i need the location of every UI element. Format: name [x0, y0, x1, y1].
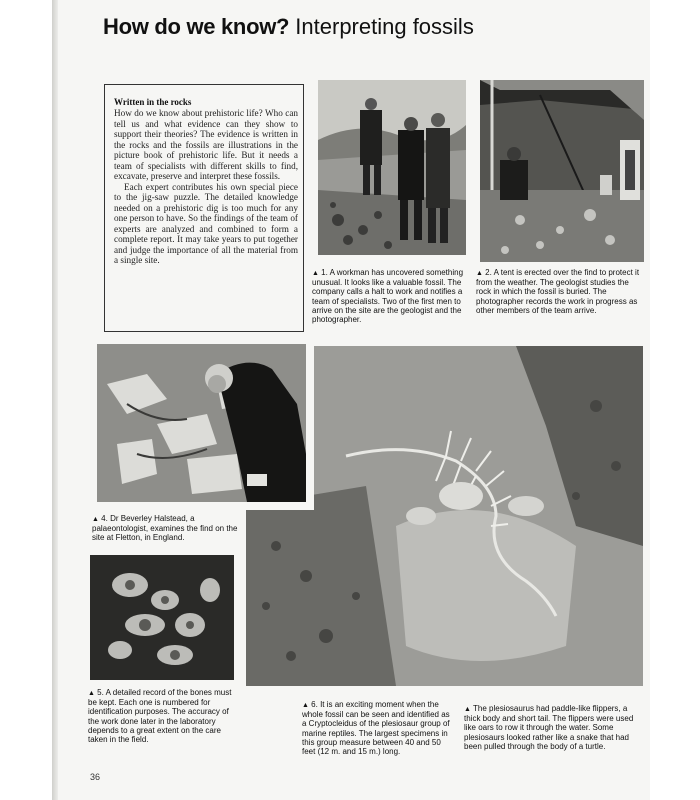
marker-triangle-icon: ▲: [302, 702, 309, 709]
marker-triangle-icon: ▲: [464, 706, 471, 713]
photo-2-tent: [480, 80, 644, 262]
marker-triangle-icon: ▲: [476, 270, 483, 277]
caption-6-text: 6. It is an exciting moment when the whole fossil can be seen and identified as a Cryptocleidus of the plesiosaur group of marine reptiles. The largest specimens in this group measure between 40 and 50 feet (12 m. and 15 m.) long.: [302, 700, 450, 757]
written-in-the-rocks-box: [104, 84, 304, 332]
caption-4: [92, 514, 252, 543]
caption-4-text: 4. Dr Beverley Halstead, a palaeontologist, examines the find on the site at Fletton, in England.: [92, 514, 238, 543]
caption-7-text: The plesiosaurus had paddle-like flippers, a thick body and short tail. The flippers were used like oars to row it through the water. Some plesiosaurs looked rather like a snake that had been pulled through the body of a turtle.: [464, 704, 634, 751]
marker-triangle-icon: ▲: [88, 690, 95, 697]
caption-2-text: 2. A tent is erected over the find to protect it from the weather. The geologist studies the rock in which the fossil is buried. The photographer records the work in progress as other members of the team arrive.: [476, 268, 640, 315]
box-paragraph-2: Each expert contributes his own special piece to the jig-saw puzzle. The detailed knowledge needed on a prehistoric dig is too much for any one person to have. So the findings of the team of experts are analyzed and combined to form a complete report. It may take years to put together and judge the importance of all the material from a single site.: [114, 181, 298, 265]
photo-5-bones: [90, 555, 234, 680]
page-title: [103, 14, 474, 40]
caption-5-text: 5. A detailed record of the bones must be kept. Each one is numbered for identification purposes. The accuracy of the work done later in the laboratory depends to a great extent on the care taken in the field.: [88, 688, 232, 745]
marker-triangle-icon: ▲: [92, 516, 99, 523]
caption-1-text: 1. A workman has uncovered something unusual. It looks like a valuable fossil. The company calls a halt to work and notifies a team of specialists. Two of the first men to arrive on the site are the geologist and the photographer.: [312, 268, 464, 325]
title-bold: How do we know?: [103, 14, 290, 39]
caption-1: [312, 268, 472, 324]
caption-6: [302, 700, 452, 756]
box-heading: Written in the rocks: [114, 97, 192, 107]
title-light: Interpreting fossils: [295, 14, 474, 39]
caption-7: [464, 704, 634, 751]
photo-6-plesiosaur-fossil: [246, 346, 643, 686]
box-body: [114, 108, 298, 266]
caption-2: [476, 268, 642, 315]
box-paragraph-1: How do we know about prehistoric life? Who can tell us and what evidence can they show to support their theories? The evidence is written in the rocks and the fossils are illustrations in the picture book of prehistoric life. But it needs a team of specialists with different skills to find, excavate, preserve and interpret these fossils.: [114, 108, 298, 181]
page-number: 36: [90, 772, 101, 782]
photo-1-workmen: [318, 80, 466, 255]
marker-triangle-icon: ▲: [312, 270, 319, 277]
caption-5: [88, 688, 238, 744]
